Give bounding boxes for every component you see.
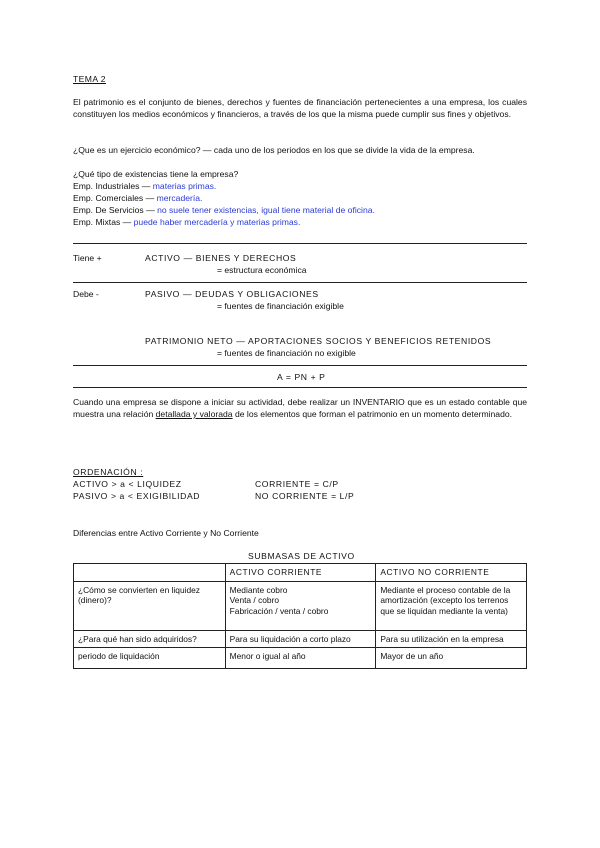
- tiene-label: Tiene +: [73, 253, 102, 263]
- ordenacion-title: ORDENACIÓN :: [73, 467, 144, 477]
- inventario-detallada: detallada: [155, 409, 191, 419]
- existencias-item: [73, 217, 300, 227]
- existencias-value: no suele tener existencias, igual tiene material de oficina.: [157, 205, 375, 215]
- inventario-text-end: de los elementos que forman el patrimonio en un momento determinado.: [232, 409, 513, 419]
- existencias-item: [73, 205, 375, 215]
- divider: [73, 282, 527, 283]
- existencias-label: Emp. Industriales —: [73, 181, 151, 191]
- activo-sub: = estructura económica: [217, 265, 307, 275]
- divider: [73, 387, 527, 388]
- table-cell: Mediante el proceso contable de la amortización (excepto los terrenos que se liquidan mediante la venta): [376, 581, 527, 630]
- existencias-label: Emp. Mixtas —: [73, 217, 132, 227]
- existencias-item: [73, 193, 202, 203]
- patrimonio-line: PATRIMONIO NETO — APORTACIONES SOCIOS Y BENEFICIOS RETENIDOS: [145, 336, 492, 346]
- divider: [73, 365, 527, 366]
- table-cell: Para su utilización en la empresa: [376, 630, 527, 648]
- ordenacion-corriente: CORRIENTE = C/P: [255, 479, 339, 489]
- table-header-row: [74, 564, 527, 582]
- table-cell: Mayor de un año: [376, 648, 527, 669]
- inventario-y: y: [190, 409, 200, 419]
- existencias-value: puede haber mercadería y materias primas.: [133, 217, 301, 227]
- ordenacion-pasivo: PASIVO > a < EXIGIBILIDAD: [73, 491, 201, 501]
- table-header-cell: ACTIVO CORRIENTE: [225, 564, 376, 582]
- submasas-table: [73, 563, 527, 669]
- divider: [73, 243, 527, 244]
- table-row: [74, 581, 527, 630]
- pasivo-line: PASIVO — DEUDAS Y OBLIGACIONES: [145, 289, 319, 299]
- table-cell: ¿Para qué han sido adquiridos?: [74, 630, 226, 648]
- table-row: [74, 630, 527, 648]
- table-cell: Mediante cobro Venta / cobro Fabricación / venta / cobro: [225, 581, 376, 630]
- ordenacion-activo: ACTIVO > a < LIQUIDEZ: [73, 479, 182, 489]
- table-header-cell: ACTIVO NO CORRIENTE: [376, 564, 527, 582]
- page-title: TEMA 2: [73, 74, 106, 84]
- table-header-cell: [74, 564, 226, 582]
- inventario-paragraph: [73, 396, 527, 420]
- ordenacion-no-corriente: NO CORRIENTE = L/P: [255, 491, 355, 501]
- intro-paragraph: El patrimonio es el conjunto de bienes, derechos y fuentes de financiación pertenecientes a una empresa, los cuales constituyen los medios económicos y financieros, a través de los que la misma puede cumplir sus fines y objetivos.: [73, 97, 527, 119]
- pasivo-sub: = fuentes de financiación exigible: [217, 301, 344, 311]
- table-row: [74, 648, 527, 669]
- question-ejercicio: ¿Que es un ejercicio económico? — cada uno de los periodos en los que se divide la vida de la empresa.: [73, 145, 475, 155]
- debe-label: Debe -: [73, 289, 99, 299]
- equation: A = PN + P: [277, 372, 326, 382]
- existencias-item: [73, 181, 216, 191]
- table-cell: ¿Cómo se convierten en liquidez (dinero)?: [74, 581, 226, 630]
- existencias-question: ¿Qué tipo de existencias tiene la empresa?: [73, 169, 239, 179]
- diferencias-title: Diferencias entre Activo Corriente y No Corriente: [73, 528, 259, 538]
- inventario-valorada: valorada: [199, 409, 233, 419]
- existencias-label: Emp. De Servicios —: [73, 205, 155, 215]
- activo-line: ACTIVO — BIENES Y DERECHOS: [145, 253, 297, 263]
- table-cell: Menor o igual al año: [225, 648, 376, 669]
- existencias-value: mercadería.: [156, 193, 203, 203]
- table-caption: SUBMASAS DE ACTIVO: [248, 551, 355, 561]
- patrimonio-sub: = fuentes de financiación no exigible: [217, 348, 356, 358]
- existencias-value: materias primas.: [152, 181, 217, 191]
- existencias-label: Emp. Comerciales —: [73, 193, 155, 203]
- inventario-text: Cuando una empresa se dispone a iniciar su actividad, debe realizar un INVENTARIO que es un estado contable que muestra una relación: [73, 397, 527, 419]
- table-cell: periodo de liquidación: [74, 648, 226, 669]
- table-cell: Para su liquidación a corto plazo: [225, 630, 376, 648]
